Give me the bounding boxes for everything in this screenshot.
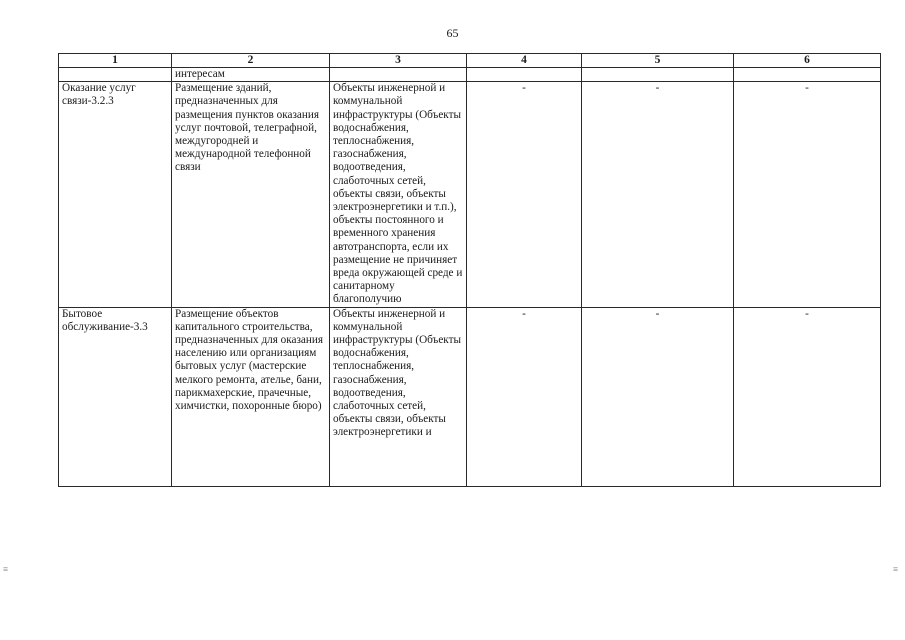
- scan-edge-mark: ≡: [3, 564, 9, 574]
- column-header: 6: [734, 54, 881, 68]
- table-header-row: [59, 54, 881, 68]
- table-cell: [330, 68, 467, 82]
- allowed-uses-text: Объекты инженерной и коммунальной инфраструктуры (Объекты водоснабжения, теплоснабжения, газоснабжения, водоотведения, слаботочных сетей, объекты связи, объекты электроэнергетики и т.п.), объекты постоянного и временного хранения автотранспорта, если их размещение не причиняет вреда окружающей среде и санитарному благополучию: [333, 82, 463, 306]
- column-header: 5: [582, 54, 734, 68]
- land-use-description: Размещение зданий, предназначенных для размещения пунктов оказания услуг почтовой, телеграфной, междугородней и международной телефонной связи: [175, 82, 319, 174]
- land-use-type: Оказание услуг связи-3.2.3: [62, 82, 136, 108]
- column-header: 1: [59, 54, 172, 68]
- allowed-uses-cell: [330, 82, 467, 307]
- table-cell: -: [582, 82, 734, 307]
- land-use-type-cell: [59, 82, 172, 307]
- table-cell: [734, 68, 881, 82]
- allowed-uses-cell: [330, 307, 467, 486]
- scan-edge-mark: ≡: [893, 564, 899, 574]
- page-number: 65: [446, 26, 459, 40]
- table-cell: -: [734, 307, 881, 486]
- description-cell: [172, 307, 330, 486]
- table-cell: -: [582, 307, 734, 486]
- allowed-uses-text: Объекты инженерной и коммунальной инфраструктуры (Объекты водоснабжения, теплоснабжения, газоснабжения, водоотведения, слаботочных сетей, объекты связи, объекты электроэнергетики и: [333, 307, 462, 439]
- column-header: 2: [172, 54, 330, 68]
- table-cell: -: [467, 307, 582, 486]
- column-header: 3: [330, 54, 467, 68]
- land-use-type: Бытовое обслуживание-3.3: [62, 307, 148, 333]
- land-use-description: Размещение объектов капитального строительства, предназначенных для оказания населению или организациям бытовых услуг (мастерские мелкого ремонта, ателье, бани, парикмахерские, прачечные, химчистки, похоронные бюро): [175, 307, 323, 413]
- column-header: 4: [467, 54, 582, 68]
- table-row: [59, 82, 881, 307]
- table-row: [59, 307, 881, 486]
- description-cell: [172, 82, 330, 307]
- table-cell: -: [734, 82, 881, 307]
- table-cell: интересам: [172, 68, 330, 82]
- table-cell: [467, 68, 582, 82]
- continuation-row: [59, 68, 881, 82]
- table-cell: [59, 68, 172, 82]
- land-use-table: [58, 53, 881, 487]
- table-cell: -: [467, 82, 582, 307]
- table-cell: [582, 68, 734, 82]
- land-use-type-cell: [59, 307, 172, 486]
